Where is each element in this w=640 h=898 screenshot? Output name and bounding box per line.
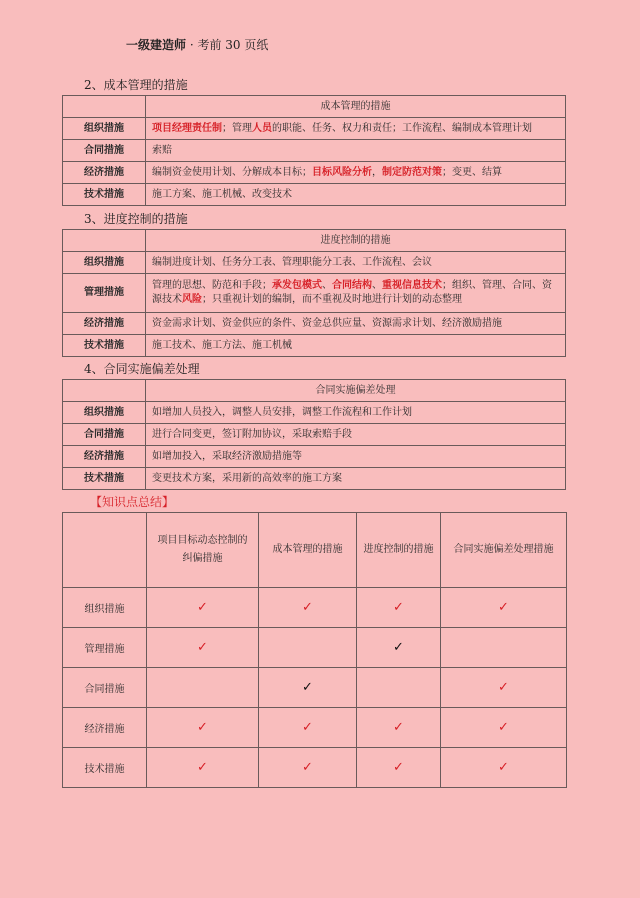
body-text: 如增加投入，采取经济激励措施等 [152,450,302,462]
row-label: 组织措施 [63,118,146,140]
row-label: 技术措施 [63,184,146,206]
summary-cell [147,588,259,628]
summary-cell [357,588,441,628]
body-text: 、 [322,280,332,291]
table-row [63,446,566,468]
table-row [63,335,566,357]
check-icon: ✓ [498,680,509,695]
section-title-schedule: 3、进度控制的措施 [84,212,188,226]
summary-column-header: 项目目标动态控制的纠偏措施 [147,513,259,588]
row-content [146,184,566,206]
summary-row [63,668,567,708]
row-content [146,274,566,313]
check-icon: ✓ [393,640,404,655]
row-content [146,162,566,184]
body-text: 编制进度计划、任务分工表、管理职能分工表、工作流程、会议 [152,256,432,268]
row-label: 管理措施 [63,274,146,313]
summary-cell [441,668,567,708]
body-text: ；变更、结算 [442,166,502,178]
header-brand: 一级建造师 [126,38,187,52]
check-icon: ✓ [393,760,404,775]
cost-measures-table [62,95,566,206]
summary-cell [259,588,357,628]
empty-corner-cell [63,230,146,252]
table-row [63,140,566,162]
header-subtitle: 考前 30 页纸 [197,38,269,52]
check-icon: ✓ [302,760,313,775]
body-text: 编制资金使用计划、分解成本目标； [152,166,312,178]
body-text: 如增加人员投入，调整人员安排，调整工作流程和工作计划 [152,406,412,418]
summary-corner-cell [63,513,147,588]
summary-column-header: 合同实施偏差处理措施 [441,513,567,588]
highlight-text: 项目经理责任制 [152,122,222,134]
body-text: 、 [372,280,382,291]
body-text: 资金需求计划、资金供应的条件、资金总供应量、资源需求计划、经济激励措施 [152,317,502,329]
check-icon: ✓ [197,720,208,735]
page-header [126,36,268,53]
table-header-row [63,96,566,118]
row-label: 合同措施 [63,140,146,162]
summary-cell [441,748,567,788]
highlight-text: 目标风险分析 [312,166,372,178]
check-icon: ✓ [498,600,509,615]
check-icon: ✓ [393,720,404,735]
row-content [146,424,566,446]
schedule-measures-table [62,229,566,357]
body-text: 施工技术、施工方法、施工机械 [152,339,292,351]
highlight-text: 制定防范对策 [382,166,442,178]
table-heading: 成本管理的措施 [146,96,566,118]
summary-cell [147,628,259,668]
table-row [63,313,566,335]
check-icon: ✓ [393,600,404,615]
summary-cell [357,628,441,668]
highlight-text: 重视信息技术 [382,280,442,291]
check-icon: ✓ [197,600,208,615]
row-label: 组织措施 [63,252,146,274]
summary-row-label: 合同措施 [63,668,147,708]
body-text: 施工方案、施工机械、改变技术 [152,188,292,200]
table-row [63,184,566,206]
row-label: 组织措施 [63,402,146,424]
empty-corner-cell [63,380,146,402]
summary-header-row [63,513,567,588]
summary-row-label: 经济措施 [63,708,147,748]
summary-row [63,588,567,628]
summary-cell [357,668,441,708]
summary-cell [259,668,357,708]
check-icon: ✓ [498,720,509,735]
header-separator: · [186,38,198,52]
summary-row-label: 组织措施 [63,588,147,628]
check-icon: ✓ [197,640,208,655]
body-text: 变更技术方案，采用新的高效率的施工方案 [152,472,342,484]
summary-row [63,628,567,668]
highlight-text: 合同结构 [332,280,372,291]
table-heading: 合同实施偏差处理 [146,380,566,402]
table-row [63,162,566,184]
table-row [63,118,566,140]
body-text: 索赔 [152,144,172,156]
body-text: 的职能、任务、权力和责任；工作流程、编制成本管理计划 [272,122,532,134]
check-icon: ✓ [302,680,313,695]
check-icon: ✓ [197,760,208,775]
row-content [146,313,566,335]
summary-table [62,512,567,788]
summary-row [63,708,567,748]
summary-cell [441,588,567,628]
table-row [63,402,566,424]
row-label: 经济措施 [63,162,146,184]
summary-cell [357,748,441,788]
highlight-text: 风险 [182,294,202,305]
summary-cell [259,708,357,748]
check-icon: ✓ [302,600,313,615]
highlight-text: 人员 [252,122,272,134]
row-label: 技术措施 [63,335,146,357]
empty-corner-cell [63,96,146,118]
summary-column-header: 成本管理的措施 [259,513,357,588]
section-title-contract: 4、合同实施偏差处理 [84,362,200,376]
highlight-text: 承发包模式 [272,280,322,291]
table-row [63,424,566,446]
table-row [63,252,566,274]
body-text: ， [372,166,382,178]
check-icon: ✓ [302,720,313,735]
row-content [146,402,566,424]
table-heading: 进度控制的措施 [146,230,566,252]
row-content [146,446,566,468]
summary-cell [441,708,567,748]
check-icon: ✓ [498,760,509,775]
summary-cell [441,628,567,668]
body-text: ；管理 [222,122,252,134]
body-text: 进行合同变更，签订附加协议，采取索赔手段 [152,428,352,440]
summary-cell [357,708,441,748]
summary-cell [259,748,357,788]
summary-column-header: 进度控制的措施 [357,513,441,588]
summary-cell [259,628,357,668]
body-text: ；组织、管理、合同、资源技术 [152,280,552,305]
table-row [63,468,566,490]
summary-cell [147,668,259,708]
row-content [146,118,566,140]
summary-cell [147,748,259,788]
row-label: 合同措施 [63,424,146,446]
table-row [63,274,566,313]
summary-row-label: 技术措施 [63,748,147,788]
row-content [146,335,566,357]
summary-row [63,748,567,788]
row-content [146,468,566,490]
body-text: ；只重视计划的编制，而不重视及时地进行计划的动态整理 [202,294,462,305]
row-content [146,252,566,274]
body-text: 管理的思想、防范和手段； [152,280,272,291]
row-label: 经济措施 [63,313,146,335]
table-header-row [63,230,566,252]
summary-title: 【知识点总结】 [90,495,175,509]
table-header-row [63,380,566,402]
row-label: 技术措施 [63,468,146,490]
row-content [146,140,566,162]
section-title-cost: 2、成本管理的措施 [84,78,188,92]
summary-row-label: 管理措施 [63,628,147,668]
row-label: 经济措施 [63,446,146,468]
summary-cell [147,708,259,748]
contract-deviation-table [62,379,566,490]
